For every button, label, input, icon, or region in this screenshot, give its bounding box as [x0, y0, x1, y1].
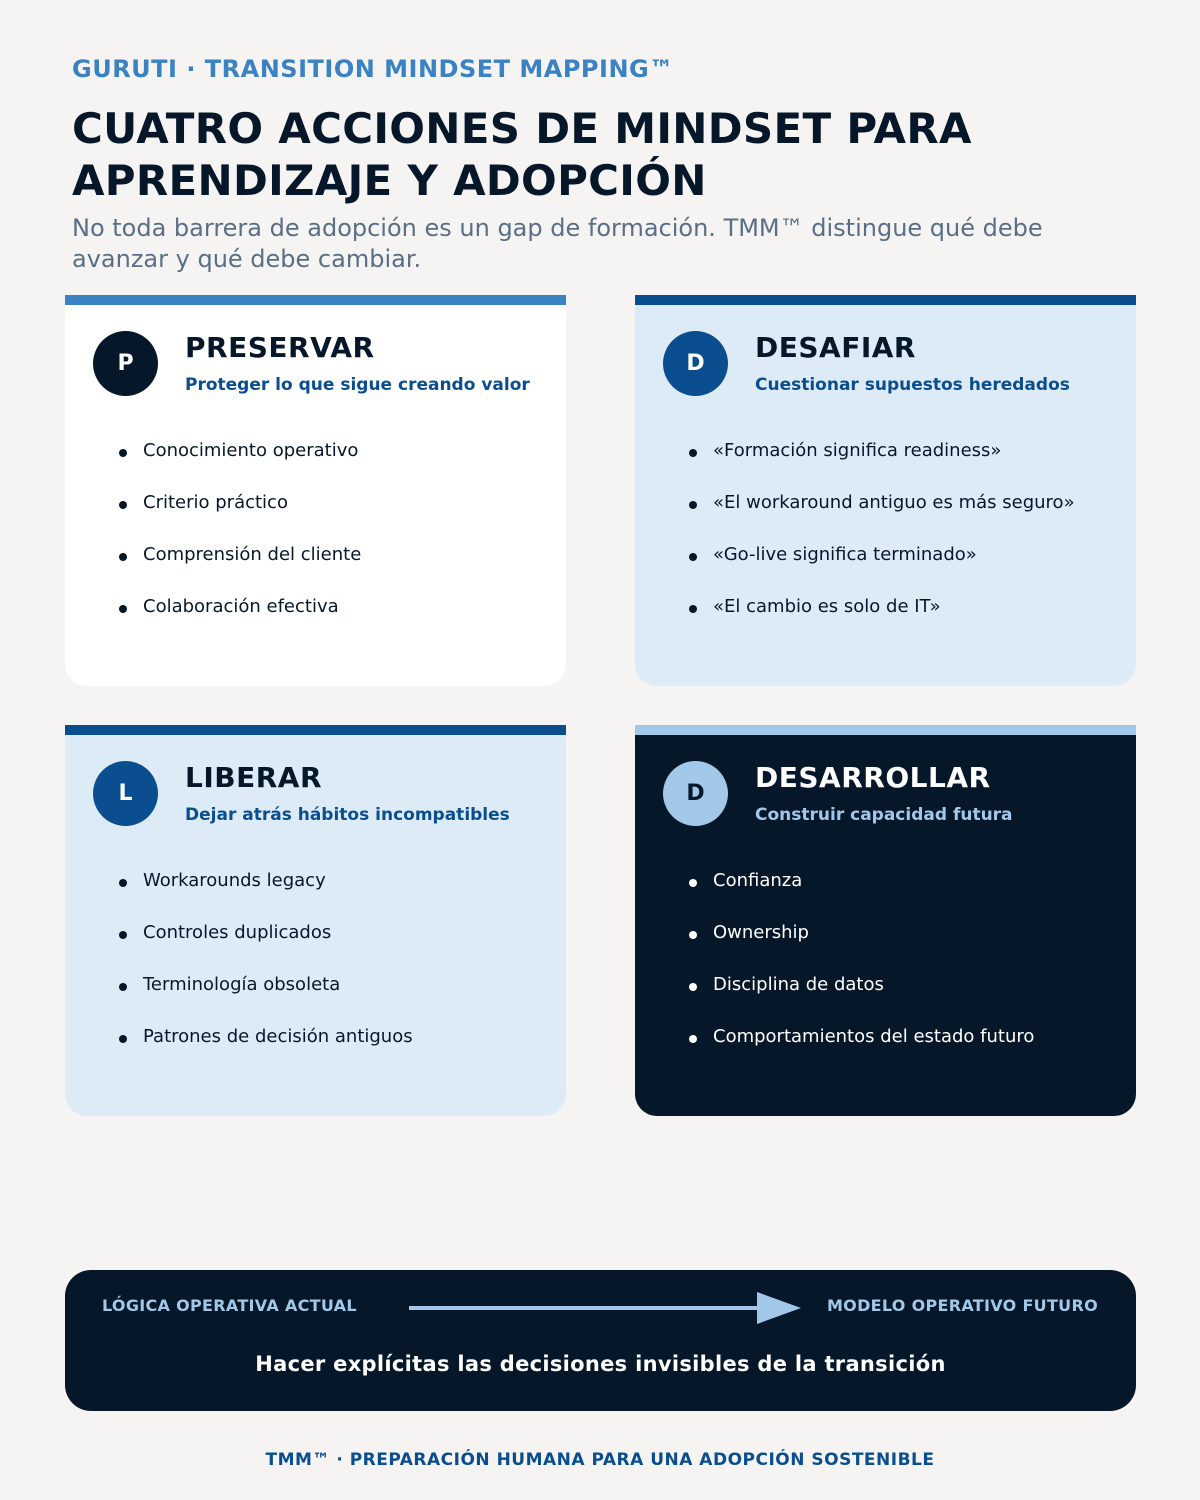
list-item-label: «Formación significa readiness» — [713, 440, 1002, 461]
list-item-label: «El cambio es solo de IT» — [713, 596, 941, 617]
footer-text: TMM™ · PREPARACIÓN HUMANA PARA UNA ADOPCIÓN SOSTENIBLE — [265, 1450, 935, 1470]
bullet-icon — [119, 553, 127, 561]
list-item-label: Workarounds legacy — [143, 870, 326, 891]
list-item — [685, 594, 1075, 646]
transition-panel — [65, 1270, 1136, 1411]
bullet-icon — [119, 879, 127, 887]
bullet-icon — [119, 605, 127, 613]
card-top-bar — [635, 725, 1136, 735]
bullet-icon — [689, 501, 697, 509]
list-item — [115, 1024, 413, 1076]
card-title: LIBERAR — [185, 761, 323, 794]
card-list — [685, 868, 1034, 1076]
card-top-bar — [635, 295, 1136, 305]
list-item-label: Ownership — [713, 922, 809, 943]
transition-tagline: Hacer explícitas las decisiones invisibles de la transición — [255, 1352, 946, 1376]
list-item — [685, 542, 1075, 594]
card-subtitle: Cuestionar supuestos heredados — [755, 375, 1070, 395]
bullet-icon — [119, 983, 127, 991]
list-item — [115, 490, 361, 542]
list-item — [685, 490, 1075, 542]
list-item — [115, 438, 361, 490]
list-item — [685, 438, 1075, 490]
list-item — [685, 868, 1034, 920]
card-top-bar — [65, 295, 566, 305]
card-list — [115, 868, 413, 1076]
list-item-label: Confianza — [713, 870, 803, 891]
card-top-bar — [65, 725, 566, 735]
list-item-label: «El workaround antiguo es más seguro» — [713, 492, 1075, 513]
list-item-label: Comportamientos del estado futuro — [713, 1026, 1035, 1047]
bullet-icon — [689, 449, 697, 457]
bullet-icon — [689, 931, 697, 939]
card-list — [115, 438, 361, 646]
list-item — [115, 920, 413, 972]
card-subtitle: Dejar atrás hábitos incompatibles — [185, 805, 510, 825]
page-title: CUATRO ACCIONES DE MINDSET PARA APRENDIZAJE Y ADOPCIÓN — [72, 104, 972, 205]
card-desafiar — [635, 295, 1136, 686]
bullet-icon — [119, 501, 127, 509]
badge-icon: D — [663, 331, 728, 396]
list-item — [115, 868, 413, 920]
list-item-label: Patrones de decisión antiguos — [143, 1026, 413, 1047]
future-model-label: MODELO OPERATIVO FUTURO — [826, 1296, 1098, 1315]
list-item-label: Criterio práctico — [143, 492, 288, 513]
badge-icon: L — [93, 761, 158, 826]
list-item-label: Disciplina de datos — [713, 974, 884, 995]
badge-icon: D — [663, 761, 728, 826]
card-desarrollar — [635, 725, 1136, 1116]
list-item — [685, 920, 1034, 972]
card-title: PRESERVAR — [185, 331, 375, 364]
list-item — [115, 594, 361, 646]
card-subtitle: Construir capacidad futura — [755, 805, 1013, 825]
list-item — [685, 1024, 1034, 1076]
bullet-icon — [119, 931, 127, 939]
bullet-icon — [689, 1035, 697, 1043]
bullet-icon — [119, 449, 127, 457]
list-item-label: Conocimiento operativo — [143, 440, 359, 461]
list-item-label: Terminología obsoleta — [143, 974, 341, 995]
list-item-label: Colaboración efectiva — [143, 596, 339, 617]
card-subtitle: Proteger lo que sigue creando valor — [185, 375, 530, 395]
card-preservar — [65, 295, 566, 686]
list-item-label: Comprensión del cliente — [143, 544, 362, 565]
bullet-icon — [689, 605, 697, 613]
badge-icon: P — [93, 331, 158, 396]
eyebrow-label: GURUTI · TRANSITION MINDSET MAPPING™ — [72, 55, 674, 83]
card-list — [685, 438, 1075, 646]
list-item — [115, 542, 361, 594]
bullet-icon — [689, 983, 697, 991]
card-title: DESAFIAR — [755, 331, 916, 364]
list-item-label: «Go-live significa terminado» — [713, 544, 977, 565]
bullet-icon — [119, 1035, 127, 1043]
bullet-icon — [689, 879, 697, 887]
list-item — [115, 972, 413, 1024]
list-item — [685, 972, 1034, 1024]
current-logic-label: LÓGICA OPERATIVA ACTUAL — [102, 1296, 357, 1315]
card-title: DESARROLLAR — [755, 761, 991, 794]
page-subtitle: No toda barrera de adopción es un gap de formación. TMM™ distingue qué debe avanzar y qué debe cambiar. — [72, 214, 1043, 273]
list-item-label: Controles duplicados — [143, 922, 332, 943]
card-liberar — [65, 725, 566, 1116]
right-arrow-icon — [409, 1290, 869, 1326]
bullet-icon — [689, 553, 697, 561]
